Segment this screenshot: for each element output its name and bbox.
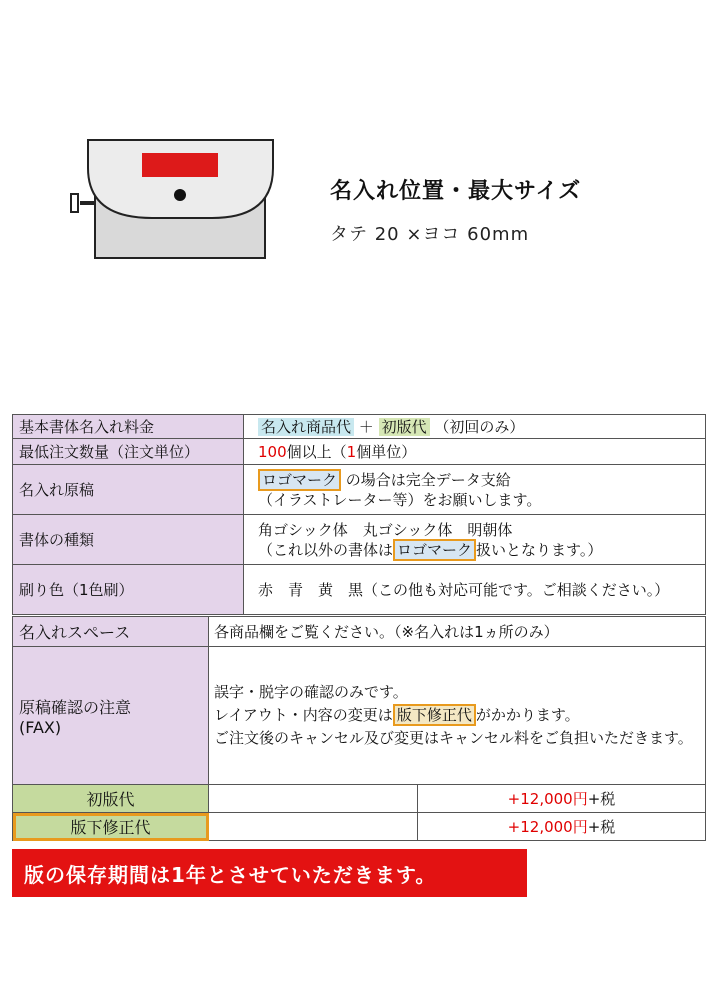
row-value-space: 各商品欄をご覧ください。（※名入れは1ヵ所のみ） <box>209 617 706 647</box>
logo-mark-tag-2: ロゴマーク <box>393 539 476 561</box>
row-value-fonts: 角ゴシック体 丸ゴシック体 明朝体 （これ以外の書体は ロゴマーク 扱いとなります。） <box>244 515 706 565</box>
notes-table <box>12 616 706 785</box>
row-value-proof-note: 誤字・脱字の確認のみです。 レイアウト・内容の変更は 版下修正代 がかかります。 ご注文後のキャンセル及び変更はキャンセル料をご負担いただきます。 <box>209 647 706 785</box>
price-value-plate-fix: +12,000円+税 <box>418 813 706 841</box>
row-value-base-fee: 名入れ商品代 ＋ 初版代 （初回のみ） <box>244 415 706 439</box>
row-label-base-fee: 基本書体名入れ料金 <box>13 415 244 439</box>
price-label-first-plate: 初版代 <box>13 785 209 813</box>
price-empty-cell <box>209 785 418 813</box>
position-title: 名入れ位置・最大サイズ <box>330 179 582 204</box>
row-label-space: 名入れスペース <box>13 617 209 647</box>
row-label-print-color: 刷り色（1色刷） <box>13 565 244 615</box>
plate-fix-fee-tag: 版下修正代 <box>393 704 476 726</box>
logo-mark-tag: ロゴマーク <box>258 469 341 491</box>
storage-notice-banner: 版の保存期間は1年とさせていただきます。 <box>12 849 527 897</box>
row-label-manuscript: 名入れ原稿 <box>13 465 244 515</box>
goods-price-tag: 名入れ商品代 <box>258 418 354 436</box>
price-empty-cell <box>209 813 418 841</box>
row-label-fonts: 書体の種類 <box>13 515 244 565</box>
row-label-min-order: 最低注文数量（注文単位） <box>13 439 244 465</box>
price-label-plate-fix: 版下修正代 <box>13 813 209 841</box>
row-value-min-order: 100個以上（1個単位） <box>244 439 706 465</box>
print-area-marker <box>142 153 218 177</box>
price-value-first-plate: +12,000円+税 <box>418 785 706 813</box>
price-table <box>12 784 706 841</box>
row-label-proof-note: 原稿確認の注意 (FAX) <box>13 647 209 785</box>
row-value-manuscript: ロゴマーク の場合は完全データ支給 （イラストレーター等）をお願いします。 <box>244 465 706 515</box>
row-value-print-color: 赤 青 黄 黒（この他も対応可能です。ご相談ください。） <box>244 565 706 615</box>
first-plate-tag: 初版代 <box>379 418 430 436</box>
pouch-illustration <box>62 128 282 263</box>
position-size: タテ 20 ×ヨコ 60mm <box>330 224 530 245</box>
pricing-info-table <box>12 414 706 615</box>
